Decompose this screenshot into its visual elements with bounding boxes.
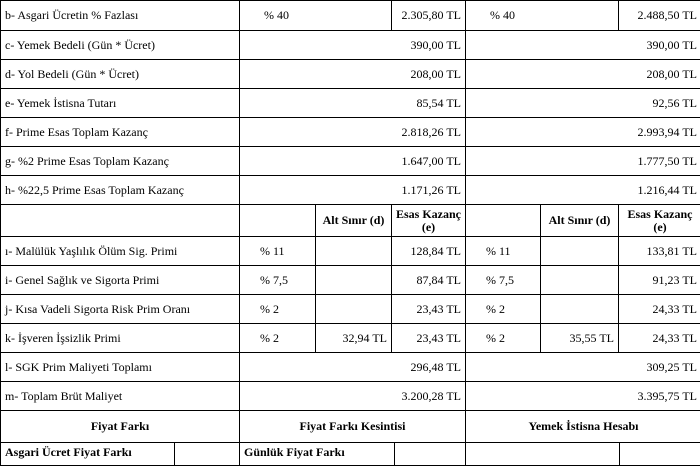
header-esas-kazanc: Esas Kazanç (e) — [619, 205, 700, 237]
row-label: k- İşveren İşsizlik Primi — [1, 324, 240, 353]
table-row — [1, 237, 700, 266]
table-row — [1, 31, 700, 60]
total-row — [1, 382, 700, 411]
alt-sinir-1: 32,94 TL — [316, 324, 392, 353]
row-label: b- Asgari Ücretin % Fazlası — [1, 1, 240, 31]
header-blank — [240, 205, 316, 237]
section-fiyat-farki-kesintisi: Fiyat Farkı Kesintisi — [240, 411, 466, 443]
value-1: 2.305,80 TL — [392, 1, 466, 31]
section-fiyat-farki: Fiyat Farkı — [1, 411, 240, 443]
row-label: h- %22,5 Prime Esas Toplam Kazanç — [1, 176, 240, 205]
table-row — [1, 443, 700, 466]
section-yemek-istisna-hesabi: Yemek İstisna Hesabı — [466, 411, 700, 443]
value-2: 1.216,44 TL — [466, 176, 700, 205]
row-label: ı- Malülük Yaşlılık Ölüm Sig. Primi — [1, 237, 240, 266]
value-2: 91,23 TL — [619, 266, 700, 295]
table-row — [1, 118, 700, 147]
column-header-row — [1, 205, 700, 237]
rate-2: % 11 — [466, 237, 541, 266]
value-2: 2.488,50 TL — [619, 1, 700, 31]
row-label: m- Toplam Brüt Maliyet — [1, 382, 240, 411]
alt-sinir-2: 35,55 TL — [541, 324, 619, 353]
header-blank — [466, 205, 541, 237]
row-label: j- Kısa Vadeli Sigorta Risk Prim Oranı — [1, 295, 240, 324]
row-label: l- SGK Prim Maliyeti Toplamı — [1, 353, 240, 382]
table-row — [1, 176, 700, 205]
value-1: 128,84 TL — [392, 237, 466, 266]
value-2: 24,33 TL — [619, 324, 700, 353]
rate-2: % 7,5 — [466, 266, 541, 295]
table-row — [1, 324, 700, 353]
value-2: 3.395,75 TL — [466, 382, 700, 411]
rate-2: % 40 — [466, 1, 619, 31]
header-esas-kazanc: Esas Kazanç (e) — [392, 205, 466, 237]
value-1: 85,54 TL — [240, 89, 466, 118]
row-label: f- Prime Esas Toplam Kazanç — [1, 118, 240, 147]
value-1: 296,48 TL — [240, 353, 466, 382]
rate-2: % 2 — [466, 324, 541, 353]
table-row — [1, 295, 700, 324]
table-row — [1, 1, 700, 31]
alt-sinir-1 — [316, 266, 392, 295]
total-row — [1, 353, 700, 382]
fragment-label: Günlük Fiyat Farkı — [240, 443, 395, 465]
value-1: 1.647,00 TL — [240, 147, 466, 176]
rate-2: % 2 — [466, 295, 541, 324]
value-1: 23,43 TL — [392, 295, 466, 324]
value-2: 2.993,94 TL — [466, 118, 700, 147]
value-1: 23,43 TL — [392, 324, 466, 353]
value-2: 309,25 TL — [466, 353, 700, 382]
value-2: 24,33 TL — [619, 295, 700, 324]
section-header-row — [1, 411, 700, 443]
row-label: d- Yol Bedeli (Gün * Ücret) — [1, 60, 240, 89]
value-1: 390,00 TL — [240, 31, 466, 60]
value-1: 3.200,28 TL — [240, 382, 466, 411]
rate-1: % 40 — [240, 1, 392, 31]
fragment-yemek — [466, 443, 700, 466]
table-row — [1, 60, 700, 89]
fragment-asgari-ucret-fiyat-farki — [1, 443, 240, 466]
rate-1: % 2 — [240, 324, 316, 353]
header-alt-sinir: Alt Sınır (d) — [316, 205, 392, 237]
fragment-label: Asgari Ücret Fiyat Farkı — [1, 443, 175, 465]
value-2: 208,00 TL — [466, 60, 700, 89]
table-row — [1, 89, 700, 118]
value-2: 390,00 TL — [466, 31, 700, 60]
alt-sinir-1 — [316, 237, 392, 266]
alt-sinir-2 — [541, 237, 619, 266]
row-label: i- Genel Sağlık ve Sigorta Primi — [1, 266, 240, 295]
row-label: g- %2 Prime Esas Toplam Kazanç — [1, 147, 240, 176]
rate-1: % 2 — [240, 295, 316, 324]
alt-sinir-2 — [541, 266, 619, 295]
value-1: 2.818,26 TL — [240, 118, 466, 147]
alt-sinir-1 — [316, 295, 392, 324]
alt-sinir-2 — [541, 295, 619, 324]
table-row — [1, 147, 700, 176]
rate-1: % 7,5 — [240, 266, 316, 295]
value-2: 1.777,50 TL — [466, 147, 700, 176]
value-2: 133,81 TL — [619, 237, 700, 266]
value-1: 87,84 TL — [392, 266, 466, 295]
value-2: 92,56 TL — [466, 89, 700, 118]
row-label: e- Yemek İstisna Tutarı — [1, 89, 240, 118]
fragment-gunluk-fiyat-farki — [240, 443, 466, 466]
value-1: 208,00 TL — [240, 60, 466, 89]
header-blank — [1, 205, 240, 237]
value-1: 1.171,26 TL — [240, 176, 466, 205]
header-alt-sinir: Alt Sınır (d) — [541, 205, 619, 237]
rate-1: % 11 — [240, 237, 316, 266]
table-row — [1, 266, 700, 295]
row-label: c- Yemek Bedeli (Gün * Ücret) — [1, 31, 240, 60]
